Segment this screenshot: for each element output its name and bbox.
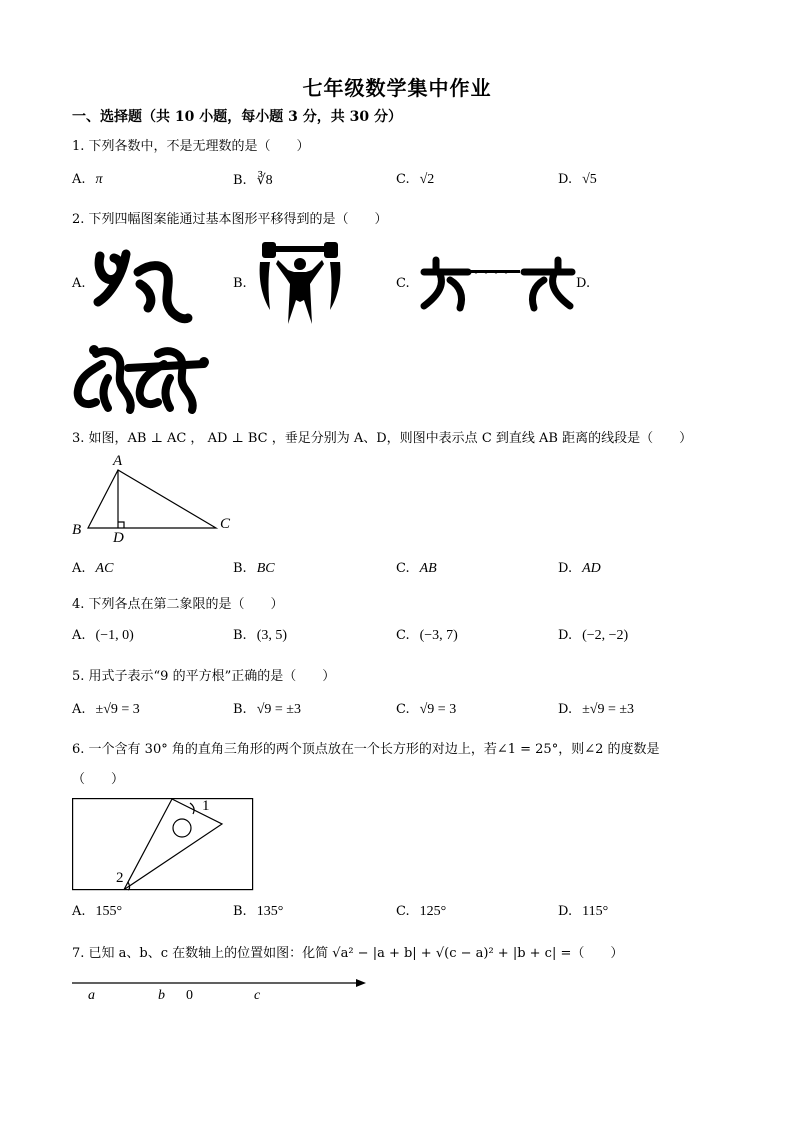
q3-option-c[interactable]: C. AB: [396, 561, 437, 576]
question-2-stem: 2. 下列四幅图案能通过基本图形平移得到的是（ ）: [72, 212, 388, 227]
pictogram-d: [72, 340, 212, 414]
right-triangle-figure: [70, 452, 240, 548]
q1-option-c[interactable]: C. √2: [396, 172, 435, 187]
q6-option-d[interactable]: D. 115°: [558, 904, 609, 919]
number-line-label-zero: 0: [186, 988, 193, 1003]
vertex-d-label: D: [113, 530, 124, 546]
vertex-c-label: C: [220, 516, 231, 532]
question-6-stem-cont: （ ）: [72, 772, 125, 787]
number-line-label-b: b: [158, 988, 165, 1003]
angle-1-label: 1: [202, 798, 210, 814]
rectangle-triangle-figure: [72, 798, 254, 892]
question-5-stem: 5. 用式子表示“9 的平方根”正确的是（ ）: [72, 669, 336, 684]
vertex-b-label: B: [72, 522, 82, 538]
q2-option-c-label[interactable]: C.: [396, 276, 410, 291]
page-title: 七年级数学集中作业: [302, 76, 492, 100]
q4-option-a[interactable]: A. (−1, 0): [72, 628, 134, 643]
question-4-stem: 4. 下列各点在第二象限的是（ ）: [72, 597, 284, 612]
q5-option-b[interactable]: B. √9 = ±3: [233, 702, 301, 717]
q6-option-b[interactable]: B. 135°: [233, 904, 284, 919]
vertex-a-label: A: [113, 453, 123, 469]
q1-option-b[interactable]: B. ∛8: [233, 173, 273, 188]
q3-option-a[interactable]: A. AC: [72, 561, 114, 576]
angle-2-label: 2: [116, 870, 124, 886]
pictogram-a: [92, 242, 192, 326]
q5-option-c[interactable]: C. √9 = 3: [396, 702, 457, 717]
q6-option-a[interactable]: A. 155°: [72, 904, 123, 919]
q5-option-d[interactable]: D. ±√9 = ±3: [558, 702, 635, 717]
q2-option-a-label[interactable]: A.: [72, 276, 86, 291]
number-line-label-c: c: [254, 988, 261, 1003]
q4-option-d[interactable]: D. (−2, −2): [558, 628, 629, 643]
q3-option-d[interactable]: D. AD: [558, 561, 601, 576]
q5-option-a[interactable]: A. ±√9 = 3: [72, 702, 140, 717]
number-line: [72, 976, 372, 990]
q6-option-c[interactable]: C. 125°: [396, 904, 447, 919]
q4-option-b[interactable]: B. (3, 5): [233, 628, 288, 643]
number-line-label-a: a: [88, 988, 95, 1003]
pictogram-c: [420, 256, 576, 312]
q1-option-a[interactable]: A. π: [72, 172, 103, 187]
question-7-stem: 7. 已知 a、b、c 在数轴上的位置如图：化简 √a² − |a + b| + √(c − a)² + |b + c| =（ ）: [72, 946, 624, 961]
q4-option-c[interactable]: C. (−3, 7): [396, 628, 458, 643]
q3-option-b[interactable]: B. BC: [233, 561, 275, 576]
question-6-stem: 6. 一个含有 30° 角的直角三角形的两个顶点放在一个长方形的对边上，若∠1 = 25°，则∠2 的度数是: [72, 742, 660, 757]
q2-option-d-label[interactable]: D.: [576, 276, 591, 291]
pictogram-b: [258, 240, 342, 326]
q1-option-d[interactable]: D. √5: [558, 172, 597, 187]
section-heading: 一、选择题（共 10 小题，每小题 3 分，共 30 分）: [72, 109, 402, 125]
q2-option-b-label[interactable]: B.: [233, 276, 247, 291]
question-3-stem: 3. 如图，AB ⊥ AC ， AD ⊥ BC ，垂足分别为 A、D，则图中表示点 C 到直线 AB 距离的线段是（ ）: [72, 431, 693, 446]
question-1-stem: 1. 下列各数中，不是无理数的是（ ）: [72, 139, 310, 154]
